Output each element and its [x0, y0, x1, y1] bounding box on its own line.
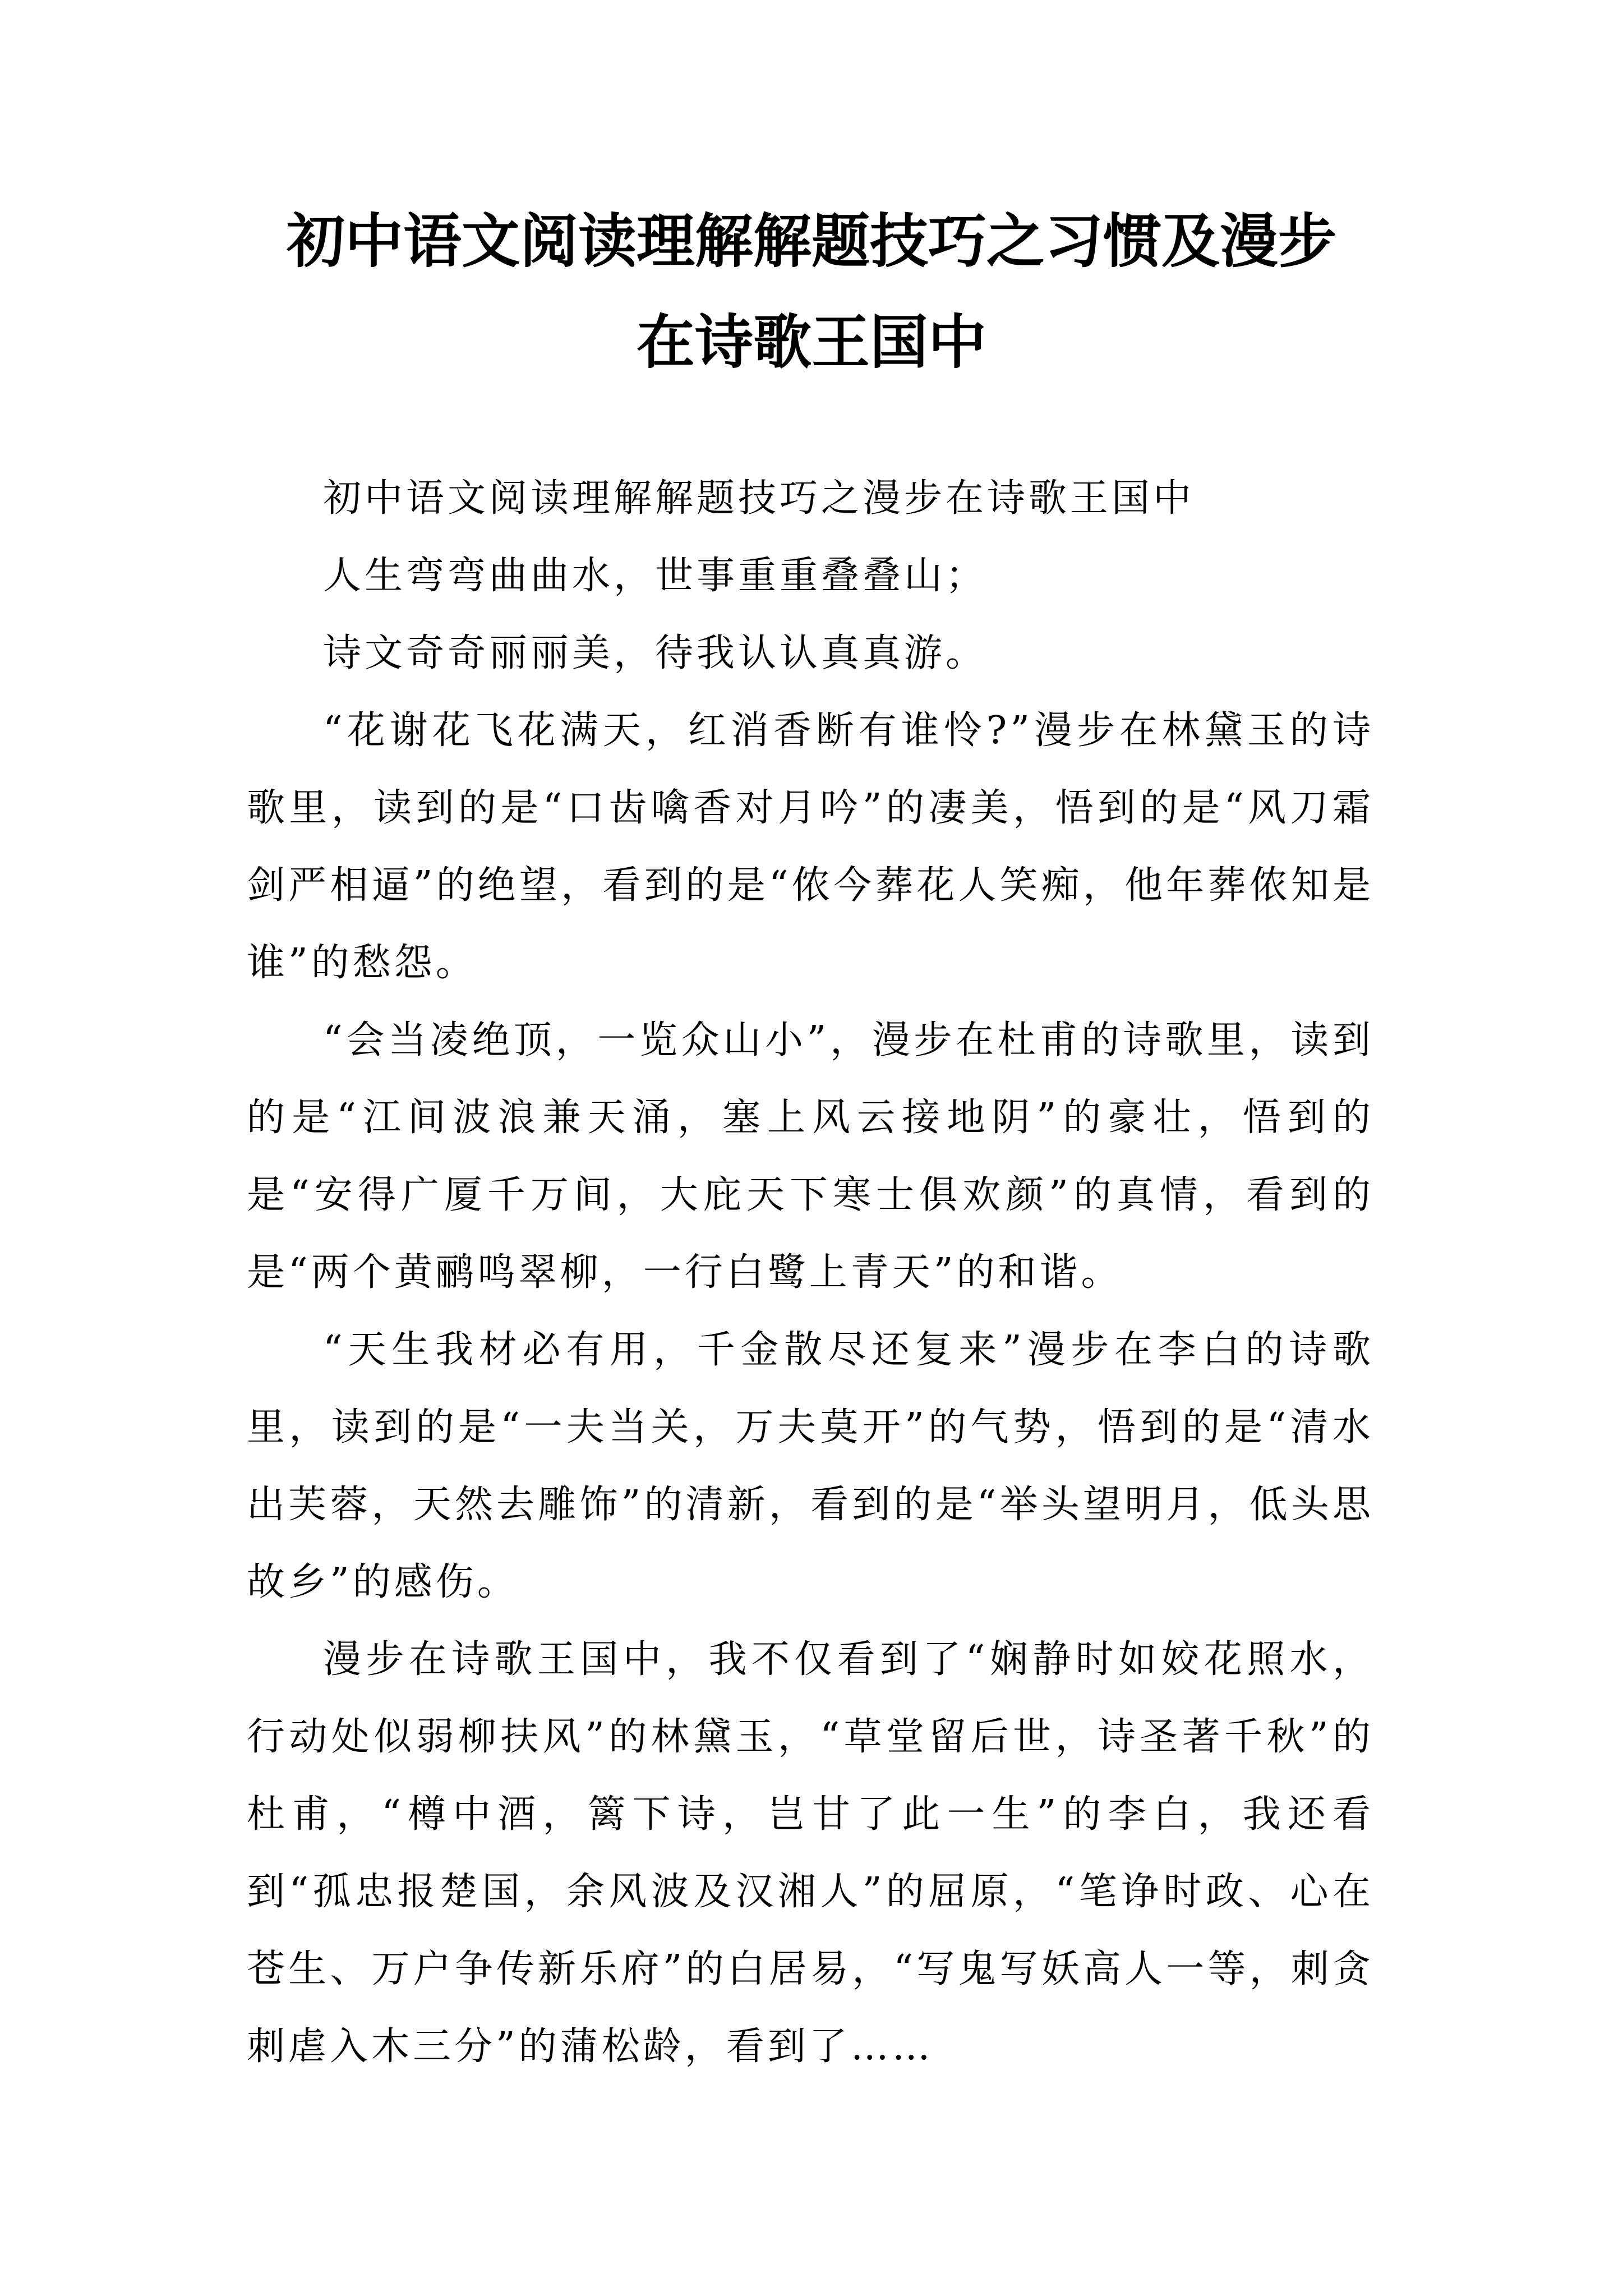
paragraph-verse-2: 诗文奇奇丽丽美，待我认认真真游。: [323, 631, 988, 675]
document-body: [247, 460, 1374, 2086]
paragraph-du-fu: “会当凌绝顶，一览众山小”，漫步在杜甫的诗歌里，读到的是“江间波浪兼天涌，塞上风云接地阴”的豪壮，悟到的是“安得广厦千万间，大庇天下寒士俱欢颜”的真情，看到的是“两个黄鹂鸣翠柳，一行白鹭上青天”的和谐。: [247, 1018, 1374, 1295]
paragraph-subtitle: 初中语文阅读理解解题技巧之漫步在诗歌王国中: [323, 476, 1195, 521]
title-line-1: 初中语文阅读理解解题技巧之习惯及漫步: [286, 207, 1336, 275]
paragraph-conclusion: 漫步在诗歌王国中，我不仅看到了“娴静时如姣花照水，行动处似弱柳扶风”的林黛玉，“草堂留后世，诗圣著千秋”的杜甫，“樽中酒，篱下诗，岂甘了此一生”的李白，我还看到“孤忠报楚国，余风波及汉湘人”的屈原，“笔诤时政、心在苍生、万户争传新乐府”的白居易，“写鬼写妖高人一等，刺贪刺虐入木三分”的蒲松龄，看到了……: [247, 1637, 1374, 2069]
paragraph-verse-1: 人生弯弯曲曲水，世事重重叠叠山；: [323, 554, 988, 598]
document-title: [241, 191, 1382, 393]
title-line-2: 在诗歌王国中: [636, 308, 986, 376]
paragraph-lin-daiyu: “花谢花飞花满天，红消香断有谁怜?”漫步在林黛玉的诗歌里，读到的是“口齿噙香对月吟”的凄美，悟到的是“风刀霜剑严相逼”的绝望，看到的是“侬今葬花人笑痴，他年葬侬知是谁”的愁怨。: [247, 708, 1374, 985]
paragraph-li-bai: “天生我材必有用，千金散尽还复来”漫步在李白的诗歌里，读到的是“一夫当关，万夫莫开”的气势，悟到的是“清水出芙蓉，天然去雕饰”的清新，看到的是“举头望明月，低头思故乡”的感伤。: [247, 1328, 1374, 1604]
